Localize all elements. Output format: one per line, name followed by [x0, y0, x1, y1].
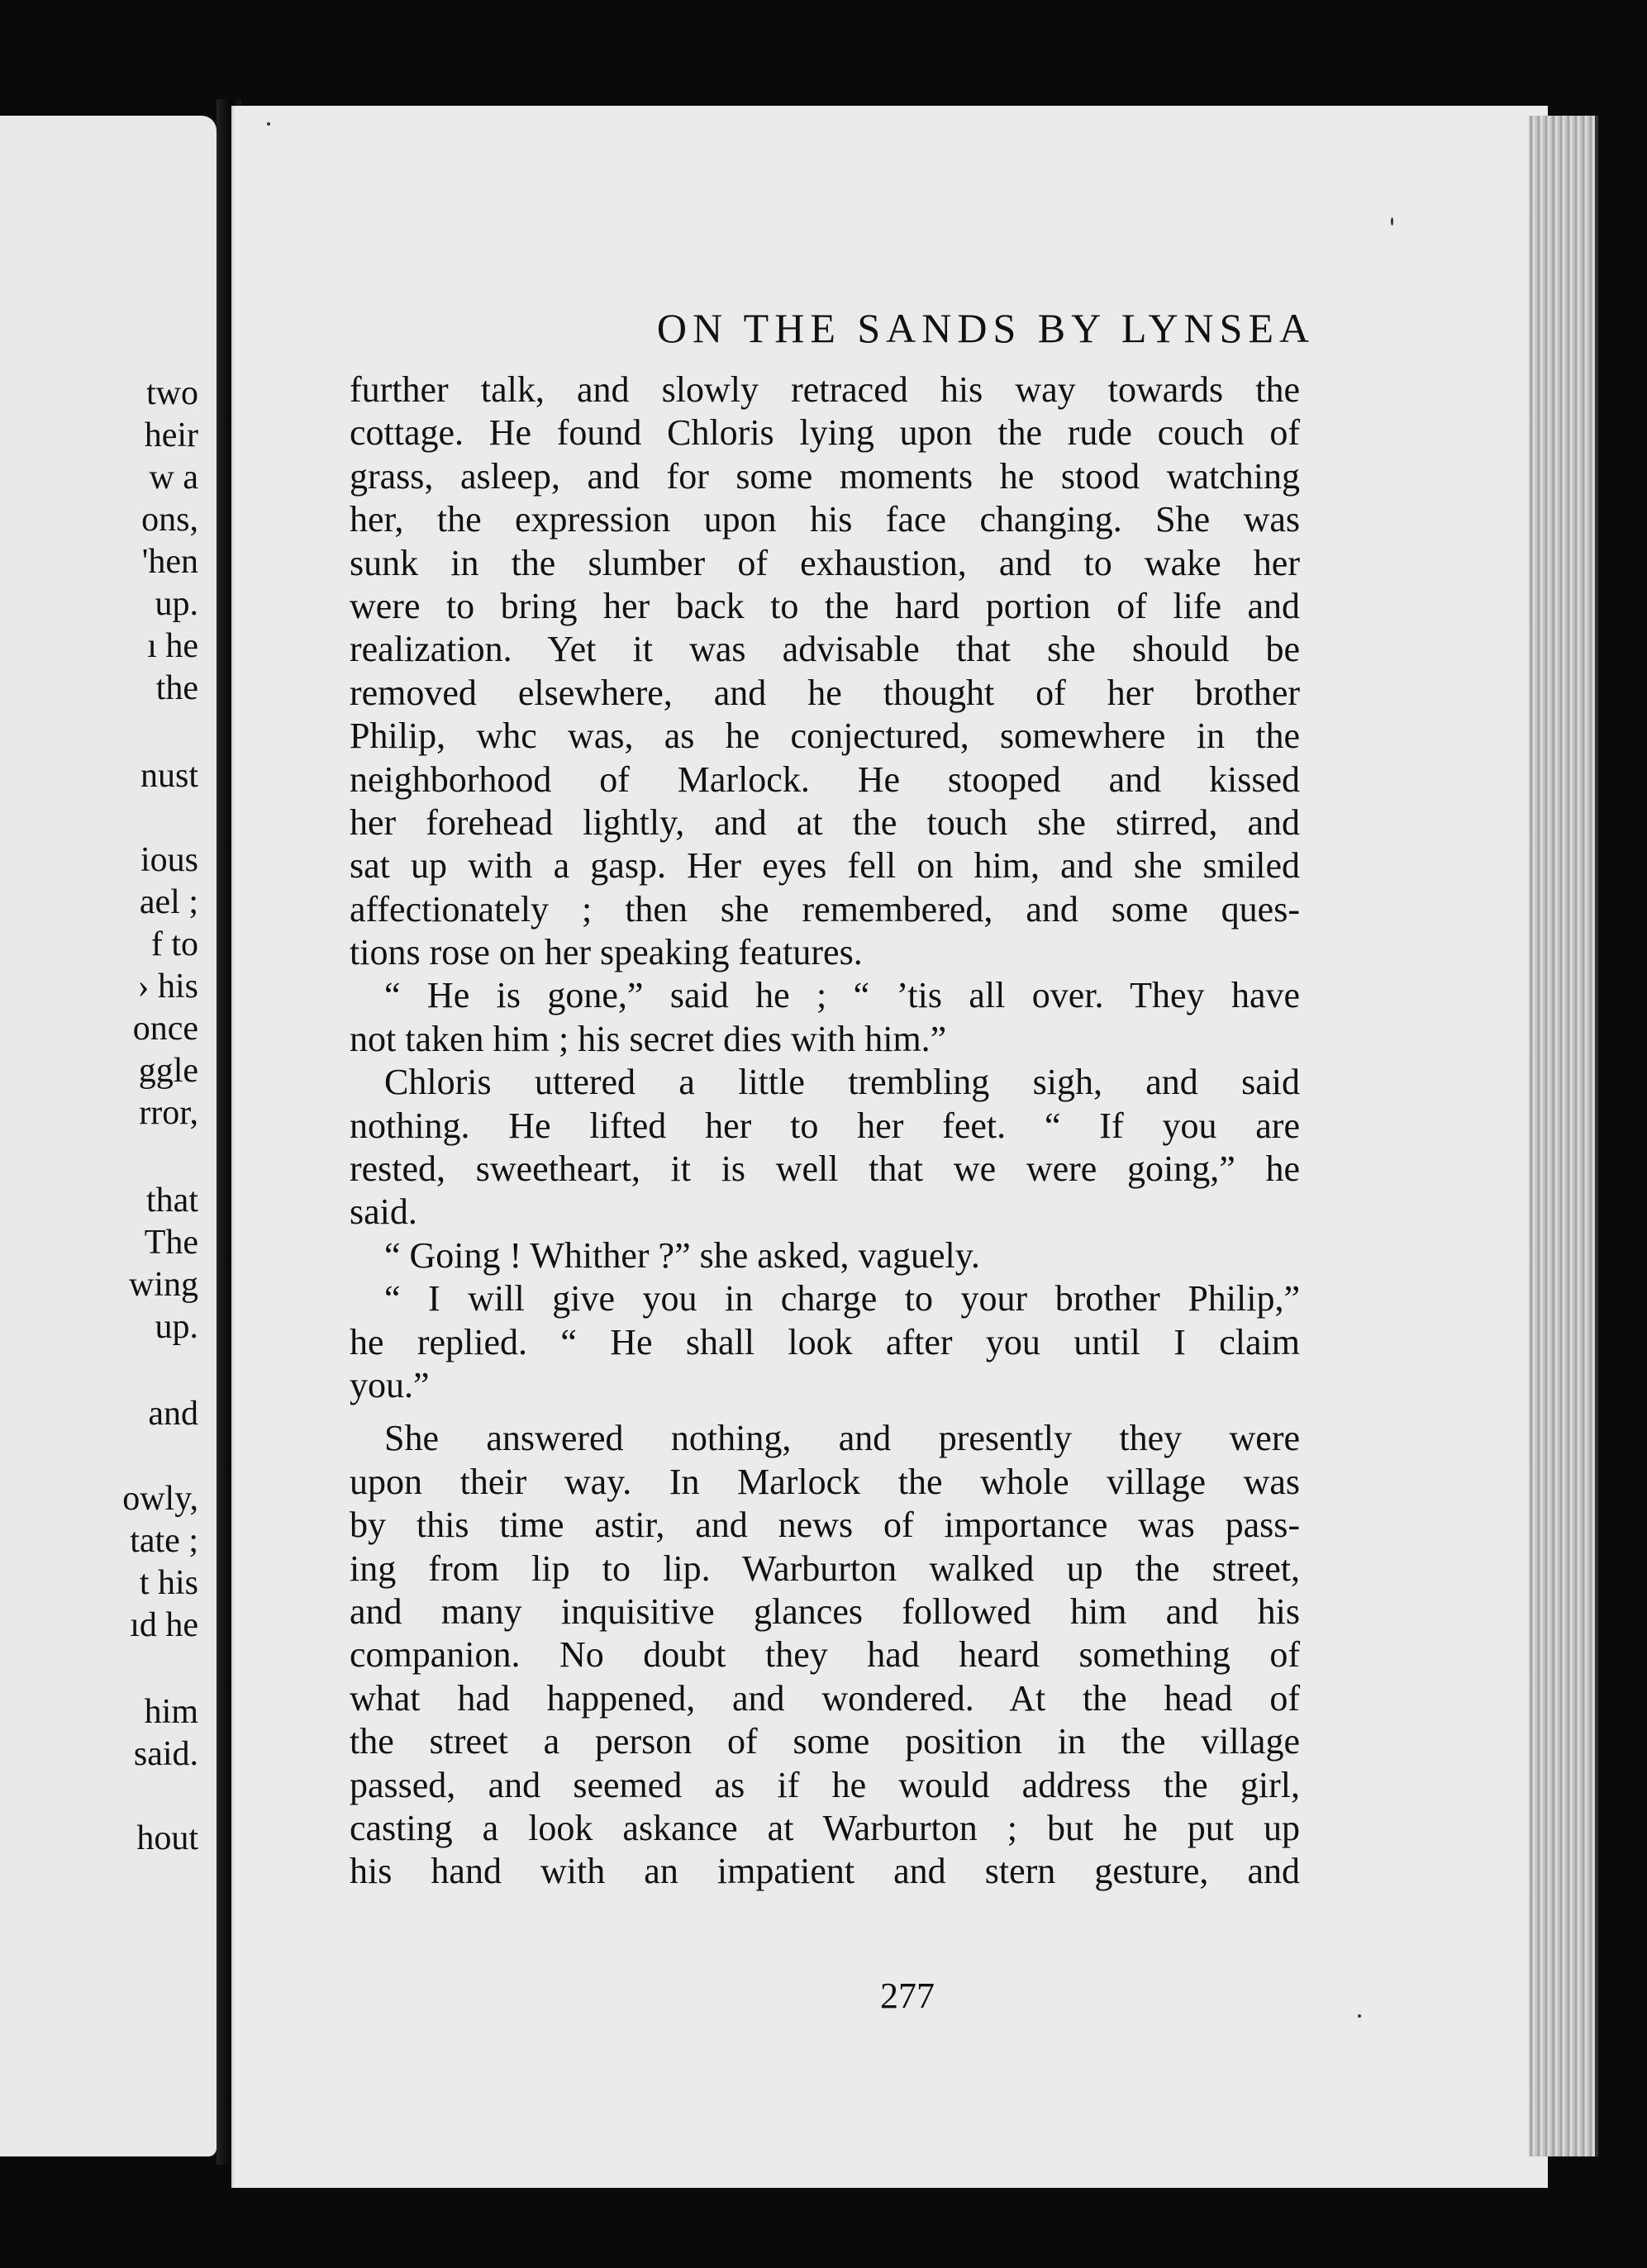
running-head: ON THE SANDS BY LYNSEA — [656, 305, 1316, 351]
left-fragment: w a — [149, 459, 198, 497]
left-fragment: the — [155, 669, 198, 707]
text-line: nothing. He lifted her to her feet. “ If you are — [350, 1105, 1300, 1146]
text-line: his hand with an impatient and stern gesture, and — [350, 1851, 1300, 1892]
text-line: sunk in the slumber of exhaustion, and to wake her — [350, 542, 1300, 583]
text-line: not taken him ; his secret dies with him.” — [350, 1018, 947, 1059]
left-fragment: up. — [155, 585, 198, 623]
left-fragment: heir — [144, 416, 198, 454]
body-text — [350, 368, 1300, 1894]
text-line: removed elsewhere, and he thought of her brother — [350, 672, 1300, 713]
text-line: were to bring her back to the hard portion of life and — [350, 585, 1300, 626]
left-fragment: hout — [136, 1819, 198, 1857]
text-line: affectionately ; then she remembered, and some ques- — [350, 888, 1300, 930]
text-line: tions rose on her speaking features. — [350, 932, 863, 973]
left-fragment: ons, — [141, 501, 198, 539]
text-line: further talk, and slowly retraced his way towards the — [350, 369, 1300, 410]
left-fragment: 'hen — [141, 543, 198, 581]
left-fragment: wing — [129, 1266, 198, 1304]
text-line: ing from lip to lip. Warburton walked up the street, — [350, 1548, 1300, 1589]
left-fragment: him — [144, 1693, 198, 1731]
left-fragment: two — [146, 374, 198, 412]
page-number: 277 — [880, 1976, 935, 2016]
text-line: the street a person of some position in the village — [350, 1721, 1300, 1762]
right-page — [231, 106, 1548, 2188]
left-fragment: nust — [140, 757, 198, 795]
text-line: She answered nothing, and presently they were — [384, 1418, 1300, 1459]
left-fragment: once — [132, 1010, 198, 1048]
left-fragment: ggle — [138, 1052, 198, 1090]
text-line: passed, and seemed as if he would address the girl, — [350, 1764, 1300, 1805]
left-page — [0, 116, 217, 2156]
text-line: rested, sweetheart, it is well that we were going,” he — [350, 1148, 1300, 1190]
text-line: “ He is gone,” said he ; “ ’tis all over. They have — [384, 975, 1300, 1016]
page-edge-binding — [1529, 116, 1598, 2156]
left-fragment: t his — [139, 1564, 198, 1602]
left-fragment: and — [148, 1395, 198, 1433]
left-fragment: ıd he — [130, 1606, 198, 1644]
text-line: you.” — [350, 1364, 430, 1405]
scan-speck — [267, 122, 270, 126]
paragraph-gap — [350, 1407, 1300, 1417]
text-line: her, the expression upon his face changing. She was — [350, 499, 1300, 540]
left-fragment: ı he — [147, 627, 198, 665]
text-line: Chloris uttered a little trembling sigh, and said — [384, 1062, 1300, 1103]
text-line: he replied. “ He shall look after you until I claim — [350, 1321, 1300, 1362]
text-line: “ Going ! Whither ?” she asked, vaguely. — [384, 1234, 980, 1276]
text-line: and many inquisitive glances followed him and his — [350, 1590, 1300, 1632]
scan-speck — [1358, 2014, 1361, 2018]
text-line: said. — [350, 1191, 417, 1233]
left-fragment: f to — [150, 925, 198, 963]
text-line: her forehead lightly, and at the touch she stirred, and — [350, 801, 1300, 843]
left-fragment: ious — [140, 841, 198, 879]
left-fragment: said. — [133, 1735, 198, 1773]
left-fragment: rror, — [139, 1094, 198, 1132]
text-line: cottage. He found Chloris lying upon the rude couch of — [350, 412, 1300, 454]
text-line: what had happened, and wondered. At the head of — [350, 1677, 1300, 1719]
left-fragment: owly, — [122, 1480, 198, 1518]
text-line: realization. Yet it was advisable that she should be — [350, 629, 1300, 670]
text-line: by this time astir, and news of importance was pass- — [350, 1505, 1300, 1546]
text-line: upon their way. In Marlock the whole village was — [350, 1461, 1300, 1502]
left-fragment: tate ; — [130, 1522, 198, 1560]
text-line: grass, asleep, and for some moments he stood watching — [350, 455, 1300, 497]
text-line: companion. No doubt they had heard something of — [350, 1634, 1300, 1676]
text-line: “ I will give you in charge to your brother Philip,” — [384, 1278, 1300, 1319]
text-line: neighborhood of Marlock. He stooped and kissed — [350, 758, 1300, 800]
left-fragment: that — [146, 1182, 198, 1220]
left-fragment: up. — [155, 1308, 198, 1346]
text-line: Philip, whc was, as he conjectured, somewhere in the — [350, 716, 1300, 757]
scan-speck — [1391, 217, 1393, 226]
left-fragment: › his — [137, 968, 198, 1006]
left-fragment: The — [144, 1224, 198, 1262]
text-line: casting a look askance at Warburton ; but he put up — [350, 1807, 1300, 1848]
text-line: sat up with a gasp. Her eyes fell on him, and she smiled — [350, 845, 1300, 887]
left-fragment: ael ; — [139, 883, 198, 921]
